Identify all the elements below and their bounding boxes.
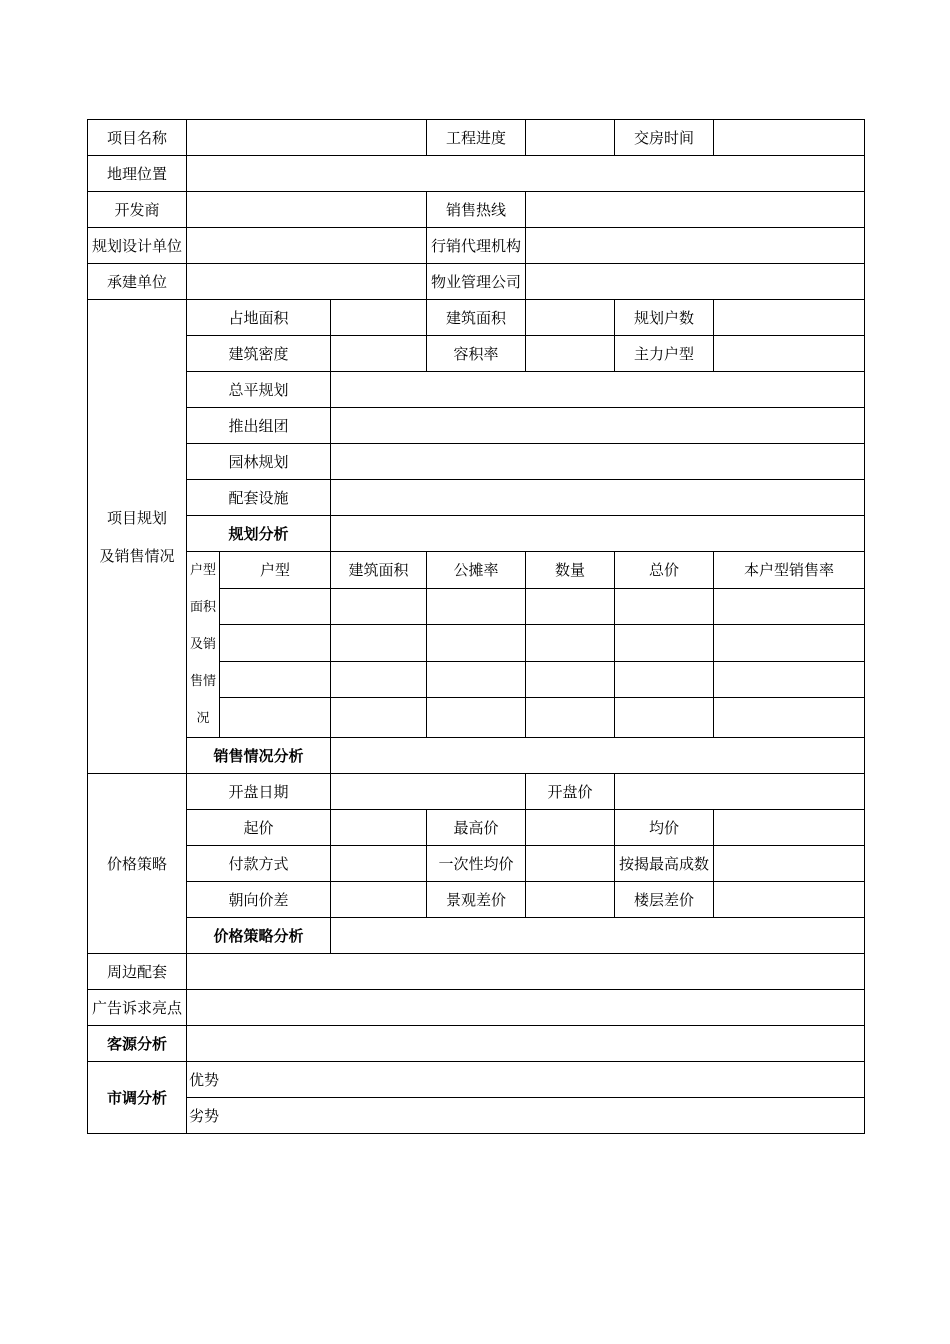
label-building-density: 建筑密度 <box>187 336 331 372</box>
row-opening <box>88 774 865 810</box>
unit-cell[interactable] <box>714 661 865 698</box>
unit-cell[interactable] <box>427 588 526 625</box>
label-planning-design-unit: 规划设计单位 <box>88 228 187 264</box>
label-contractor: 承建单位 <box>88 264 187 300</box>
label-sales-agency: 行销代理机构 <box>427 228 526 264</box>
field-weaknesses[interactable]: 劣势 <box>187 1098 865 1134</box>
row-weaknesses <box>88 1098 865 1134</box>
field-sales-analysis[interactable] <box>331 738 865 774</box>
unit-cell[interactable] <box>220 698 331 738</box>
unit-cell[interactable] <box>220 588 331 625</box>
unit-cell[interactable] <box>220 625 331 662</box>
label-orientation-diff: 朝向价差 <box>187 882 331 918</box>
field-mortgage-max[interactable] <box>714 846 865 882</box>
label-project-name: 项目名称 <box>88 120 187 156</box>
label-plot-ratio: 容积率 <box>427 336 526 372</box>
label-floor-diff: 楼层差价 <box>615 882 714 918</box>
label-developer: 开发商 <box>88 192 187 228</box>
unit-cell[interactable] <box>331 588 427 625</box>
field-landscape-plan[interactable] <box>331 444 865 480</box>
section-planning-line1: 项目规划 <box>106 508 167 527</box>
field-launched-group[interactable] <box>331 408 865 444</box>
field-planned-households[interactable] <box>714 300 865 336</box>
label-landscape-plan: 园林规划 <box>187 444 331 480</box>
label-building-area: 建筑面积 <box>427 300 526 336</box>
unit-cell[interactable] <box>526 588 615 625</box>
field-pricing-analysis[interactable] <box>331 918 865 954</box>
label-surroundings: 周边配套 <box>88 954 187 990</box>
label-view-diff: 景观差价 <box>427 882 526 918</box>
field-developer[interactable] <box>187 192 427 228</box>
unit-cell[interactable] <box>331 698 427 738</box>
label-facilities: 配套设施 <box>187 480 331 516</box>
unit-cell[interactable] <box>526 625 615 662</box>
field-highest-price[interactable] <box>526 810 615 846</box>
row-differentials <box>88 882 865 918</box>
field-facilities[interactable] <box>331 480 865 516</box>
label-customer-analysis: 客源分析 <box>88 1026 187 1062</box>
row-contractor <box>88 264 865 300</box>
unit-cell[interactable] <box>220 661 331 698</box>
unit-cell[interactable] <box>331 661 427 698</box>
row-prices <box>88 810 865 846</box>
field-land-area[interactable] <box>331 300 427 336</box>
field-building-density[interactable] <box>331 336 427 372</box>
row-location <box>88 156 865 192</box>
header-shared-ratio: 公摊率 <box>427 552 526 589</box>
field-surroundings[interactable] <box>187 954 865 990</box>
unit-cell[interactable] <box>615 588 714 625</box>
field-master-plan[interactable] <box>331 372 865 408</box>
field-average-price[interactable] <box>714 810 865 846</box>
row-strengths <box>88 1062 865 1098</box>
project-survey-form <box>87 119 865 1134</box>
field-opening-price[interactable] <box>615 774 865 810</box>
label-average-price: 均价 <box>615 810 714 846</box>
label-progress: 工程进度 <box>427 120 526 156</box>
row-planning-analysis <box>88 516 865 552</box>
field-property-mgmt[interactable] <box>526 264 865 300</box>
row-payment <box>88 846 865 882</box>
unit-cell[interactable] <box>331 625 427 662</box>
unit-cell[interactable] <box>526 661 615 698</box>
row-facilities <box>88 480 865 516</box>
section-pricing: 价格策略 <box>88 774 187 954</box>
field-orientation-diff[interactable] <box>331 882 427 918</box>
field-opening-date[interactable] <box>331 774 526 810</box>
field-project-name[interactable] <box>187 120 427 156</box>
field-sales-hotline[interactable] <box>526 192 865 228</box>
field-payment-method[interactable] <box>331 846 427 882</box>
label-unit-section: 户型面积及销售情况 <box>187 552 220 738</box>
row-customer-analysis <box>88 1026 865 1062</box>
label-one-time-avg: 一次性均价 <box>427 846 526 882</box>
section-planning-sales <box>88 300 187 774</box>
field-delivery-time[interactable] <box>714 120 865 156</box>
label-sales-analysis: 销售情况分析 <box>187 738 331 774</box>
row-master-plan <box>88 372 865 408</box>
field-main-unit-type[interactable] <box>714 336 865 372</box>
row-density <box>88 336 865 372</box>
row-launched-group <box>88 408 865 444</box>
header-unit-type: 户型 <box>220 552 331 589</box>
header-sales-rate: 本户型销售率 <box>714 552 865 589</box>
label-sales-hotline: 销售热线 <box>427 192 526 228</box>
label-delivery-time: 交房时间 <box>615 120 714 156</box>
row-planning-design <box>88 228 865 264</box>
unit-cell[interactable] <box>427 661 526 698</box>
label-location: 地理位置 <box>88 156 187 192</box>
field-one-time-avg[interactable] <box>526 846 615 882</box>
header-building-area: 建筑面积 <box>331 552 427 589</box>
unit-cell[interactable] <box>526 698 615 738</box>
field-planning-analysis[interactable] <box>331 516 865 552</box>
field-customer-analysis[interactable] <box>187 1026 865 1062</box>
label-market-analysis: 市调分析 <box>88 1062 187 1134</box>
label-ad-highlights: 广告诉求亮点 <box>88 990 187 1026</box>
field-progress[interactable] <box>526 120 615 156</box>
header-total-price: 总价 <box>615 552 714 589</box>
unit-cell[interactable] <box>615 698 714 738</box>
field-strengths[interactable]: 优势 <box>187 1062 865 1098</box>
label-master-plan: 总平规划 <box>187 372 331 408</box>
row-developer <box>88 192 865 228</box>
label-payment-method: 付款方式 <box>187 846 331 882</box>
label-pricing-analysis: 价格策略分析 <box>187 918 331 954</box>
unit-cell[interactable] <box>615 661 714 698</box>
label-main-unit-type: 主力户型 <box>615 336 714 372</box>
field-starting-price[interactable] <box>331 810 427 846</box>
unit-cell[interactable] <box>427 625 526 662</box>
label-opening-date: 开盘日期 <box>187 774 331 810</box>
field-view-diff[interactable] <box>526 882 615 918</box>
section-planning-line2: 及销售情况 <box>99 546 175 565</box>
row-project-name <box>88 120 865 156</box>
field-sales-agency[interactable] <box>526 228 865 264</box>
label-highest-price: 最高价 <box>427 810 526 846</box>
field-planning-design-unit[interactable] <box>187 228 427 264</box>
unit-cell[interactable] <box>714 625 865 662</box>
row-unit-header <box>88 552 865 589</box>
label-property-mgmt: 物业管理公司 <box>427 264 526 300</box>
field-plot-ratio[interactable] <box>526 336 615 372</box>
label-launched-group: 推出组团 <box>187 408 331 444</box>
row-sales-analysis <box>88 738 865 774</box>
header-quantity: 数量 <box>526 552 615 589</box>
label-mortgage-max: 按揭最高成数 <box>615 846 714 882</box>
label-planned-households: 规划户数 <box>615 300 714 336</box>
unit-cell[interactable] <box>714 588 865 625</box>
row-landscape-plan <box>88 444 865 480</box>
row-surroundings <box>88 954 865 990</box>
row-pricing-analysis <box>88 918 865 954</box>
unit-cell[interactable] <box>427 698 526 738</box>
unit-cell[interactable] <box>714 698 865 738</box>
field-location[interactable] <box>187 156 865 192</box>
field-contractor[interactable] <box>187 264 427 300</box>
field-floor-diff[interactable] <box>714 882 865 918</box>
field-ad-highlights[interactable] <box>187 990 865 1026</box>
label-planning-analysis: 规划分析 <box>187 516 331 552</box>
unit-cell[interactable] <box>615 625 714 662</box>
row-land-area <box>88 300 865 336</box>
label-opening-price: 开盘价 <box>526 774 615 810</box>
label-starting-price: 起价 <box>187 810 331 846</box>
field-building-area[interactable] <box>526 300 615 336</box>
row-ad-highlights <box>88 990 865 1026</box>
label-land-area: 占地面积 <box>187 300 331 336</box>
